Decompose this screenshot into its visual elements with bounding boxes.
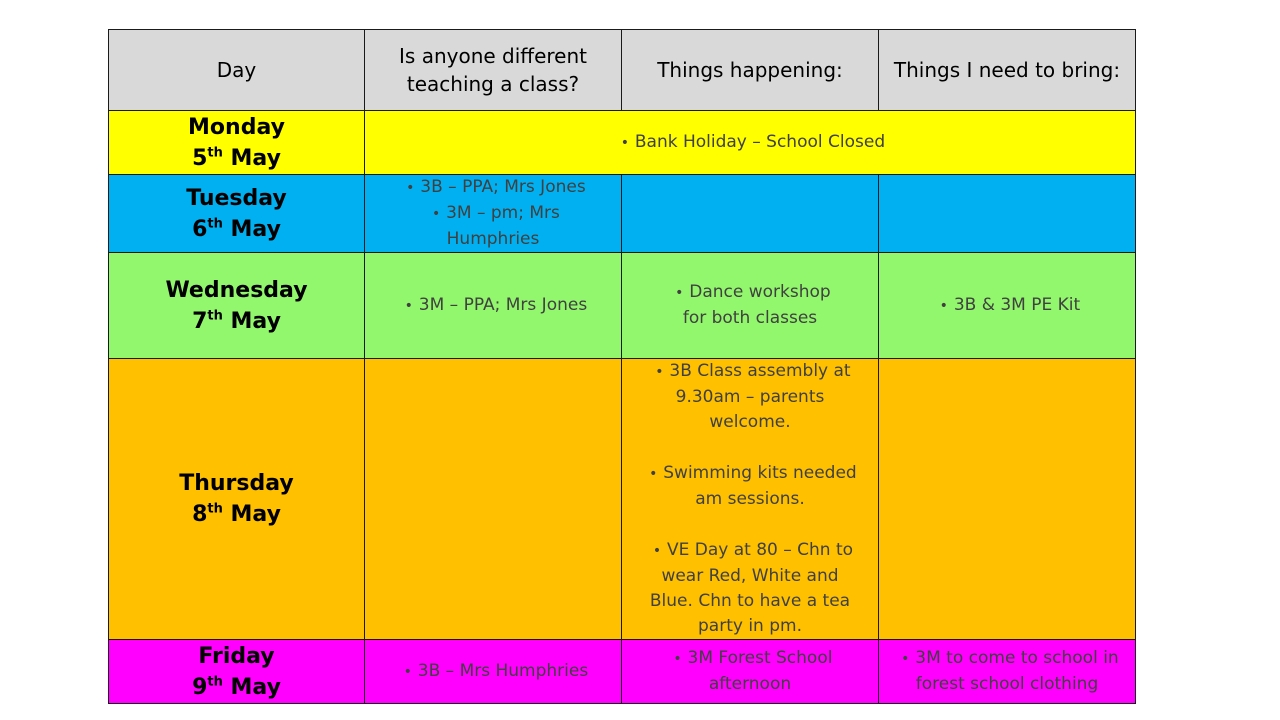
wednesday-bring-cell [879,253,1136,359]
list-item [371,175,615,201]
list-item-text: 3M to come to school in forest school clothing [915,648,1119,694]
list-item [371,130,1129,156]
list-item-text: 3B & 3M PE Kit [953,294,1081,315]
list-item [371,659,615,685]
header-happening: Things happening: [622,30,879,111]
day-name: Thursday [179,471,294,496]
tuesday-bring-cell [879,175,1136,253]
row-thursday [109,359,1136,640]
bullet-icon: • [404,297,413,314]
row-wednesday [109,253,1136,359]
bullet-icon: • [620,134,629,151]
bullet-icon: • [673,651,682,667]
bullet-icon: • [403,663,412,680]
header-teaching [365,30,622,111]
list-item-text: Swimming kits needed am sessions. [663,463,857,509]
list-item-text: 3B – PPA; Mrs Jones [420,177,586,197]
bullet-icon: • [649,466,658,482]
list-item-text: VE Day at 80 – Chn to wear Red, White and Blue. Chn to have a tea party in pm. [649,540,854,636]
day-date [109,306,364,337]
row-monday [109,111,1136,175]
day-cell-monday [109,111,365,175]
day-date [109,214,364,245]
list-item [648,646,852,697]
list-item [371,201,615,252]
bullet-icon: • [675,285,684,301]
bullet-icon: • [406,180,415,196]
date-number: 7 [192,308,208,334]
thursday-teaching-cell [365,359,622,640]
date-suffix: th [207,501,223,517]
tuesday-happening-cell [622,175,879,253]
list-item [885,293,1129,319]
list-item-text: Bank Holiday – School Closed [634,131,886,152]
list-item-text: 3M Forest School afternoon [687,648,833,694]
monday-merged-cell [365,111,1136,175]
header-teaching-text: Is anyone different teaching a class? [399,44,587,96]
thursday-happening-cell [622,359,879,640]
date-month: May [230,145,281,171]
header-bring: Things I need to bring: [879,30,1136,111]
tuesday-teaching-cell [365,175,622,253]
list-item-text: 3M – PPA; Mrs Jones [418,294,588,315]
bullet-icon: • [901,651,910,667]
date-number: 5 [192,145,208,171]
date-number: 9 [192,674,208,700]
day-cell-thursday [109,359,365,640]
bullet-icon: • [655,364,664,380]
row-tuesday [109,175,1136,253]
day-cell-wednesday [109,253,365,359]
date-number: 6 [192,216,208,242]
friday-bring-cell [879,640,1136,704]
list-item [885,646,1129,697]
date-suffix: th [207,216,223,232]
day-cell-friday [109,640,365,704]
date-suffix: th [207,674,223,690]
header-row [109,30,1136,111]
day-date [109,143,364,174]
wednesday-happening-cell [622,253,879,359]
list-item [371,293,615,319]
day-name: Monday [188,114,285,140]
friday-happening-cell [622,640,879,704]
list-item-text: Dance workshop for both classes [682,282,831,328]
date-month: May [230,216,281,242]
day-cell-tuesday [109,175,365,253]
thursday-bring-cell [879,359,1136,640]
bullet-icon: • [939,297,948,314]
day-name: Friday [198,643,275,669]
weekly-schedule-table [108,29,1136,704]
date-suffix: th [207,308,223,324]
list-item [638,359,862,435]
friday-teaching-cell [365,640,622,704]
date-month: May [230,674,281,700]
list-item-text: 3M – pm; Mrs Humphries [446,203,560,249]
list-item [628,280,872,331]
date-suffix: th [207,145,223,161]
list-item-text: 3B – Mrs Humphries [417,660,589,681]
header-day: Day [109,30,365,111]
row-friday [109,640,1136,704]
day-name: Wednesday [165,277,308,303]
date-month: May [230,308,281,334]
list-item [638,461,862,512]
list-item-text: 3B Class assembly at 9.30am – parents welcome. [669,361,851,432]
day-date [109,499,364,530]
wednesday-teaching-cell [365,253,622,359]
day-date [109,672,364,703]
date-month: May [230,502,281,527]
day-name: Tuesday [186,185,287,211]
bullet-icon: • [431,206,441,222]
list-item [638,538,862,639]
bullet-icon: • [652,543,662,559]
date-number: 8 [192,502,208,527]
